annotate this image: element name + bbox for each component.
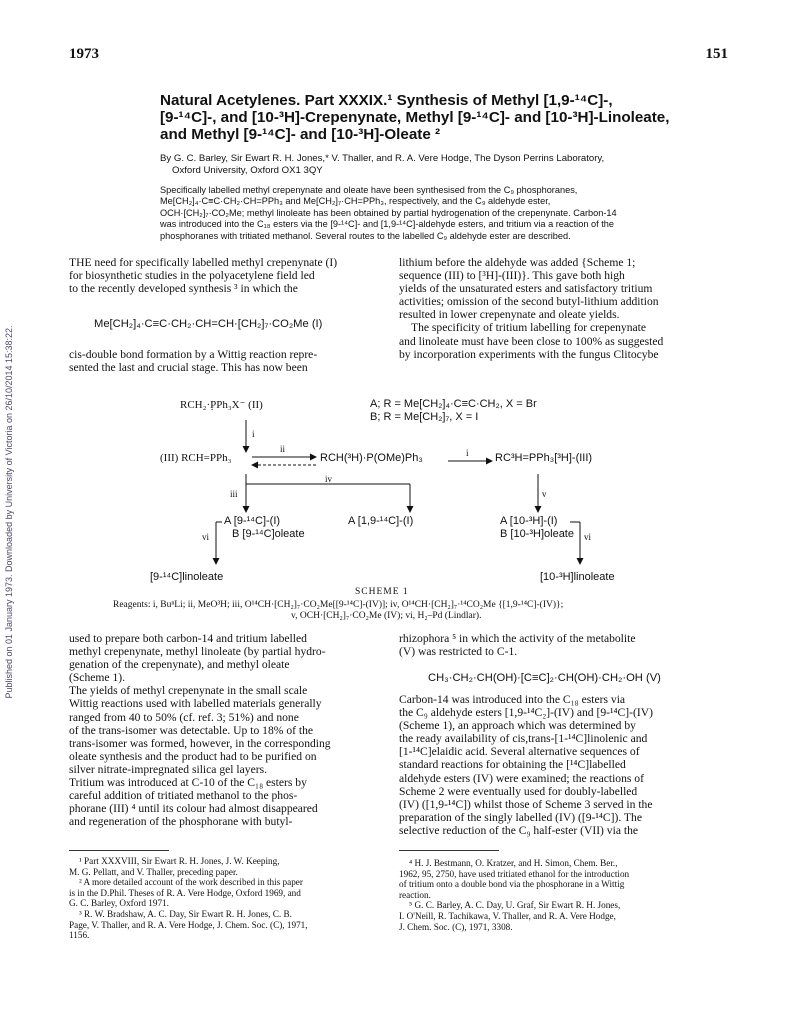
title-line: and Methyl [9-¹⁴C]- and [10-³H]-Oleate ² <box>160 126 441 143</box>
body-line: by incorporation experiments with the fungus Clitocybe <box>399 347 659 361</box>
step-ii-label: ii <box>280 444 286 454</box>
footnote-line: I. O'Neill, R. Tachikawa, V. Thaller, and R. A. Vere Hodge, <box>399 910 616 921</box>
body-line: resulted in lower crepenynate and oleate yields. <box>399 308 620 322</box>
body-line: trans-isomer was formed, however, in the corresponding <box>69 736 331 750</box>
r-definition-b: B; R = Me[CH₂]₇, X = I <box>370 411 479 423</box>
footnote-line: 1962, 95, 2750, have used tritiated ethanol for the introduction <box>399 868 630 879</box>
body-line: to the recently developed synthesis ³ in which the <box>69 282 298 296</box>
body-line: (IV) ([1,9-¹⁴C]) whilst those of Scheme 3 served in the <box>399 797 653 811</box>
body-line: preparation of the singly labelled (IV) ([9-¹⁴C]). The <box>399 810 642 824</box>
right-column-intro <box>399 256 727 361</box>
body-line: The specificity of tritium labelling for crepenynate <box>411 321 647 335</box>
step-v-label: v <box>542 489 547 499</box>
linoleate-10H3: [10-³H]linoleate <box>540 571 615 583</box>
reagents-line: Reagents: i, BuⁿLi; ii, MeO³H; iii, O¹⁴CH·[CH₂]₇·CO₂Me[[9-¹⁴C]-(IV)]; iv, O¹⁴CH·[CH₂]₇·¹⁴CO₂Me {[1,9-¹⁴C]-(IV)}; <box>113 600 564 610</box>
product-A-10H3: A [10-³H]-(I) <box>500 515 558 527</box>
body-line: oleate synthesis and the product had to be purified on <box>69 749 317 763</box>
phosphorane-intermediate: RCH(³H)·P(OMe)Ph₃ <box>320 452 423 464</box>
abstract-line: Specifically labelled methyl crepenynate and oleate have been synthesised from the C₉ phosphoranes, <box>160 185 578 195</box>
step-iii-label: iii <box>230 489 238 499</box>
download-watermark-text: Published on 01 January 1973. Downloaded by University of Victoria on 26/10/2014 15:38:22. <box>4 325 14 699</box>
step-vi-right-label: vi <box>584 532 592 542</box>
footnote-rule-left <box>69 850 169 851</box>
footnote-line: ⁵ G. C. Barley, A. C. Day, U. Graf, Sir Ewart R. H. Jones, <box>409 900 621 911</box>
body-line: Wittig reactions used with labelled materials generally <box>69 697 322 711</box>
r-definition-a: A; R = Me[CH₂]₄·C≡C·CH₂, X = Br <box>370 398 537 410</box>
phosphonium-salt: RCH₂·P̣Ph₃X⁻ (II) <box>180 399 263 411</box>
body-line: used to prepare both carbon-14 and tritium labelled <box>69 632 307 645</box>
body-line: selective reduction of the C₉ half-ester (VII) via the <box>399 823 639 837</box>
body-line: Scheme 2 were eventually used for doubly-labelled <box>399 784 638 798</box>
step-iv-label: iv <box>325 474 333 484</box>
tritiated-ylide: RC³H=PPh₃[³H]-(III) <box>495 452 593 464</box>
scheme-arrows <box>140 392 700 602</box>
right-column-body-cont <box>399 693 653 837</box>
author-byline <box>160 153 730 177</box>
body-line: THE need for specifically labelled methyl crepenynate (I) <box>69 256 338 269</box>
body-line: standard reactions for obtaining the [¹⁴C]labelled <box>399 758 626 772</box>
product-B-9C14: B [9-¹⁴C]oleate <box>232 528 305 540</box>
left-column-intro <box>69 256 387 295</box>
body-line: silver nitrate-impregnated silica gel layers. <box>69 762 267 776</box>
footnote-line: M. G. Pellatt, and V. Thaller, preceding paper. <box>69 866 238 877</box>
body-line: The yields of methyl crepenynate in the small scale <box>69 684 308 698</box>
linoleate-9C14: [9-¹⁴C]linoleate <box>150 571 224 583</box>
reagents-line: v, OCH·[CH₂]₇·CO₂Me (IV); vi, H₂–Pd (Lindlar). <box>291 611 482 621</box>
abstract-line: phosphoranes with tritiated methanol. Several routes to the labelled C₉ aldehyde ester are described. <box>160 230 571 241</box>
body-line: yields of the unsaturated esters and satisfactory tritium <box>399 282 653 296</box>
right-column-body <box>399 632 636 658</box>
equation-crepenynate: Me[CH₂]₄·C≡C·CH₂·CH=CH·[CH₂]₇·CO₂Me (I) <box>94 318 323 330</box>
body-line: the C₉ aldehyde esters [1,9-¹⁴C₂]-(IV) and [9-¹⁴C]-(IV) <box>399 706 653 720</box>
body-line: Tritium was introduced at C-10 of the C₁₈ esters by <box>69 776 307 790</box>
body-line: (Scheme 1), an approach which was determined by <box>399 719 636 733</box>
abstract-line: Me[CH₂]₄·C≡C·CH₂·CH=PPh₃ and Me[CH₂]₇·CH=PPh₃, respectively, and the C₉ aldehyde ester, <box>160 196 551 207</box>
body-line: lithium before the aldehyde was added {Scheme 1; <box>399 256 636 269</box>
footnote-line: G. C. Barley, Oxford 1971. <box>69 898 169 909</box>
footnote-line: 1156. <box>69 930 90 941</box>
step-i-label: i <box>252 429 255 439</box>
body-line: sequence (III) to [³H]-(III)}. This gave both high <box>399 269 625 283</box>
title-line: [9-¹⁴C]-, and [10-³H]-Crepenynate, Methyl [9-¹⁴C]- and [10-³H]-Linoleate, <box>160 109 670 126</box>
body-line: genation of the crepenynate), and methyl oleate <box>69 658 290 672</box>
footnote-line: of tritium onto a double bond via the phosphorane in a Wittig <box>399 879 625 890</box>
equation-metabolite-V: CH₃·CH₂·CH(OH)·[C≡C]₂·CH(OH)·CH₂·OH (V) <box>428 672 661 684</box>
body-line: aldehyde esters (IV) were examined; the reactions of <box>399 771 644 785</box>
footnote-rule-right <box>399 850 499 851</box>
product-A-19C14: A [1,9-¹⁴C]-(I) <box>348 515 414 527</box>
footnotes-left <box>69 856 308 941</box>
abstract-line: was introduced into the C₁₈ esters via the [9-¹⁴C]- and [1,9-¹⁴C]-aldehyde esters, and tritium via a reaction of the <box>160 219 614 230</box>
body-line: activities; omission of the second butyl-lithium addition <box>399 295 659 309</box>
body-line: phorane (III) ⁴ until its colour had almost disappeared <box>69 802 318 816</box>
footnote-line: ¹ Part XXXVIII, Sir Ewart R. H. Jones, J. W. Keeping, <box>79 856 280 866</box>
page-number: 151 <box>705 46 728 62</box>
page-year: 1973 <box>69 46 99 62</box>
body-line: Carbon-14 was introduced into the C₁₈ esters via <box>399 693 626 706</box>
abstract <box>160 185 726 242</box>
body-line: [1-¹⁴C]elaidic acid. Several alternative sequences of <box>399 745 640 759</box>
abstract-line: OCH·[CH₂]₇·CO₂Me; methyl linoleate has been obtained by partial hydrogenation of the crepenynate. Carbon-14 <box>160 207 617 218</box>
footnotes-right <box>399 858 629 932</box>
download-watermark <box>2 182 16 842</box>
footnote-line: reaction. <box>399 889 431 900</box>
article-title <box>160 92 726 143</box>
affiliation-line: Oxford University, Oxford OX1 3QY <box>172 165 323 176</box>
product-B-10H3: B [10-³H]oleate <box>500 528 574 540</box>
footnote-line: Page, V. Thaller, and R. A. Vere Hodge, J. Chem. Soc. (C), 1971, <box>69 919 308 930</box>
body-line: for biosynthetic studies in the polyacetylene field led <box>69 269 315 283</box>
body-line: methyl crepenynate, methyl linoleate (by partial hydro- <box>69 645 326 659</box>
body-line: the ready availability of cis,trans-[1-¹⁴C]linolenic and <box>399 732 648 746</box>
footnote-line: ² A more detailed account of the work described in this paper <box>79 877 303 888</box>
body-line: (Scheme 1). <box>69 671 126 685</box>
body-line: careful addition of tritiated methanol to the phos- <box>69 789 298 803</box>
title-line: Natural Acetylenes. Part XXXIX.¹ Synthesis of Methyl [1,9-¹⁴C]-, <box>160 92 613 109</box>
body-line: rhizophora ⁵ in which the activity of the metabolite <box>399 632 636 645</box>
step-i-right-label: i <box>466 448 469 458</box>
footnote-line: J. Chem. Soc. (C), 1971, 3308. <box>399 921 513 932</box>
body-line: and regeneration of the phosphorane with butyl- <box>69 815 293 829</box>
scheme-reagents <box>113 600 753 622</box>
body-line: of the trans-isomer was detectable. Up to 18% of the <box>69 723 314 737</box>
author-line: By G. C. Barley, Sir Ewart R. H. Jones,* V. Thaller, and R. A. Vere Hodge, The Dyson Perrins Laboratory, <box>160 153 605 164</box>
step-vi-left-label: vi <box>202 532 210 542</box>
scheme-caption: SCHEME 1 <box>355 587 409 597</box>
body-line: sented the last and crucial stage. This has now been <box>69 361 308 375</box>
body-line: cis-double bond formation by a Wittig reaction repre- <box>69 348 318 361</box>
left-column-intro-cont <box>69 348 317 374</box>
product-A-9C14: A [9-¹⁴C]-(I) <box>224 515 281 527</box>
footnote-line: ³ R. W. Bradshaw, A. C. Day, Sir Ewart R. H. Jones, C. B. <box>79 908 292 919</box>
reaction-scheme <box>140 392 700 602</box>
body-line: ranged from 40 to 50% (cf. ref. 3; 51%) and none <box>69 710 299 724</box>
footnote-line: is in the D.Phil. Theses of R. A. Vere Hodge, Oxford 1969, and <box>69 887 301 898</box>
left-column-body <box>69 632 331 828</box>
ylide-III: (III) RCH=PPh₃ <box>160 452 232 464</box>
footnote-line: ⁴ H. J. Bestmann, O. Kratzer, and H. Simon, Chem. Ber., <box>409 858 618 868</box>
body-line: and linoleate must have been close to 100% as suggested <box>399 334 664 348</box>
body-line: (V) was restricted to C-1. <box>399 645 518 659</box>
